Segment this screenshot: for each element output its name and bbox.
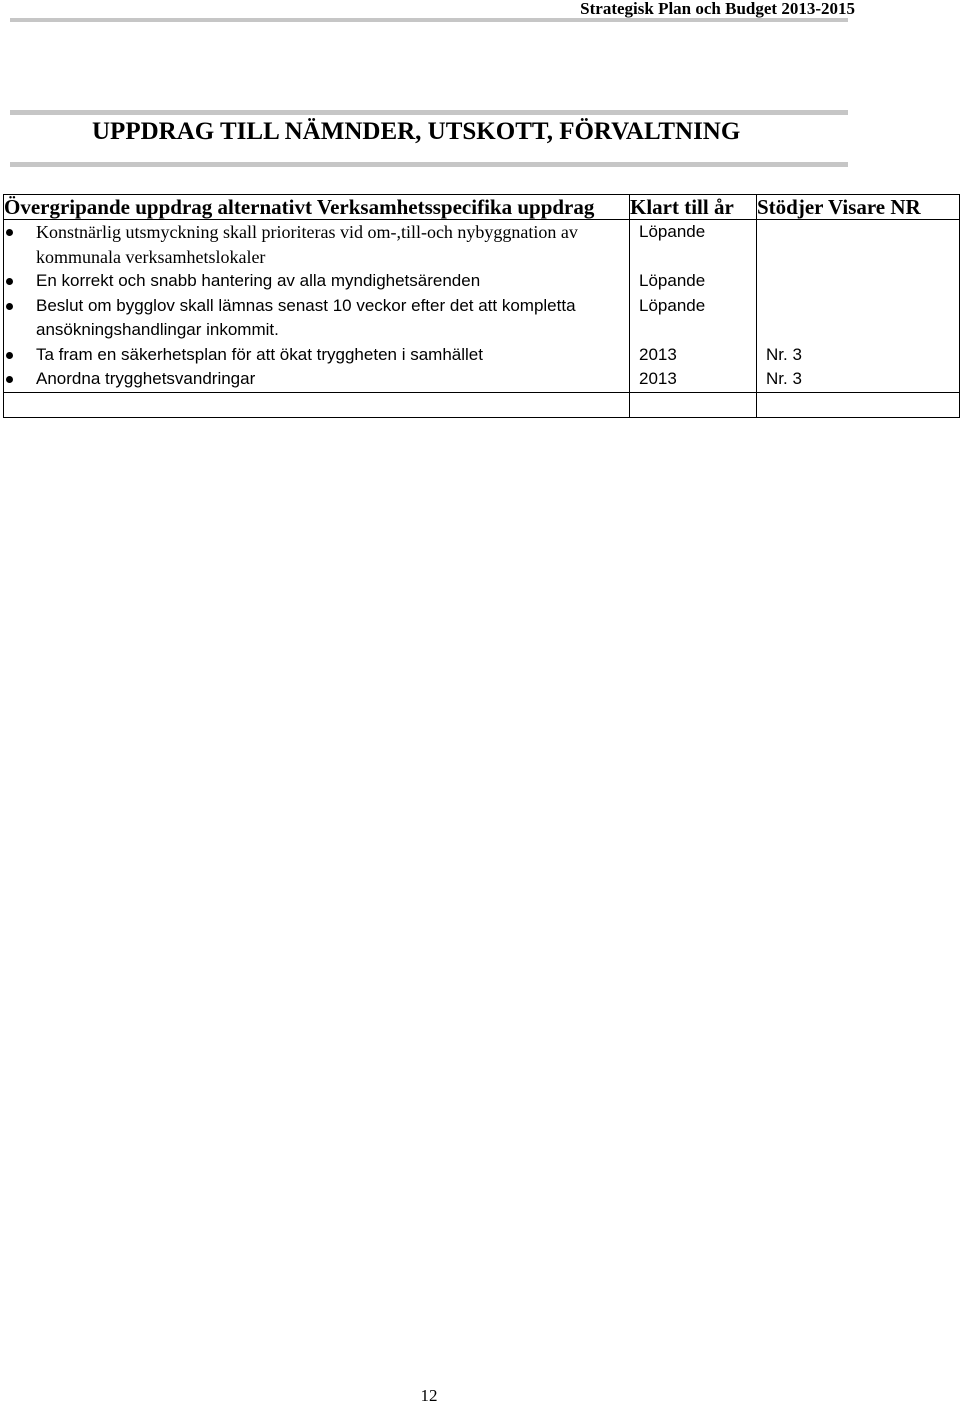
table-row [4,220,960,393]
list-item [4,343,629,368]
section-title: UPPDRAG TILL NÄMNDER, UTSKOTT, FÖRVALTNING [92,118,741,145]
year-value: Löpande [639,271,706,290]
year-cell [630,220,757,393]
year-value: Löpande [639,295,706,315]
section-band-top [10,110,848,115]
bullet-icon [6,376,13,383]
task-cell [4,220,630,393]
task-text: Anordna trygghetsvandringar [36,369,256,388]
kpi-value [757,269,959,294]
empty-cell [757,392,960,417]
assignments-table [3,194,960,418]
bullet-icon [6,303,13,310]
year-value: 2013 [639,369,677,388]
year-value: 2013 [639,344,677,364]
bullet-icon [6,278,13,285]
kpi-value: Nr. 3 [766,369,802,388]
column-header-task: Övergripande uppdrag alternativt Verksamhetsspecifika uppdrag [4,195,630,220]
bullet-icon [6,229,13,236]
kpi-value [757,294,959,343]
task-text: En korrekt och snabb hantering av alla myndighetsärenden [36,271,481,290]
list-item [4,220,629,269]
header-rule [10,18,848,22]
task-text: Konstnärlig utsmyckning skall prioriteras vid om-,till-och nybyggnation av kommunala verksamhetslokaler [36,222,578,267]
list-item [4,269,629,294]
bullet-icon [6,352,13,359]
empty-cell [4,392,630,417]
kpi-cell [757,220,960,393]
column-header-year: Klart till år [630,195,757,220]
column-header-kpi: Stödjer Visare NR [757,195,960,220]
empty-table-row [4,392,960,417]
kpi-value: Nr. 3 [766,344,802,364]
task-text: Ta fram en säkerhetsplan för att ökat tryggheten i samhället [36,344,483,364]
list-item [4,367,629,392]
page-number: 12 [420,1386,438,1405]
running-header: Strategisk Plan och Budget 2013-2015 [580,0,855,18]
task-text: Beslut om bygglov skall lämnas senast 10 veckor efter det att kompletta ansökningshandlingar inkommit. [36,295,576,339]
table-header-row [4,195,960,220]
section-band-bottom [10,162,848,167]
kpi-value [757,220,959,269]
empty-cell [630,392,757,417]
list-item [4,294,629,343]
year-value: Löpande [639,222,706,241]
